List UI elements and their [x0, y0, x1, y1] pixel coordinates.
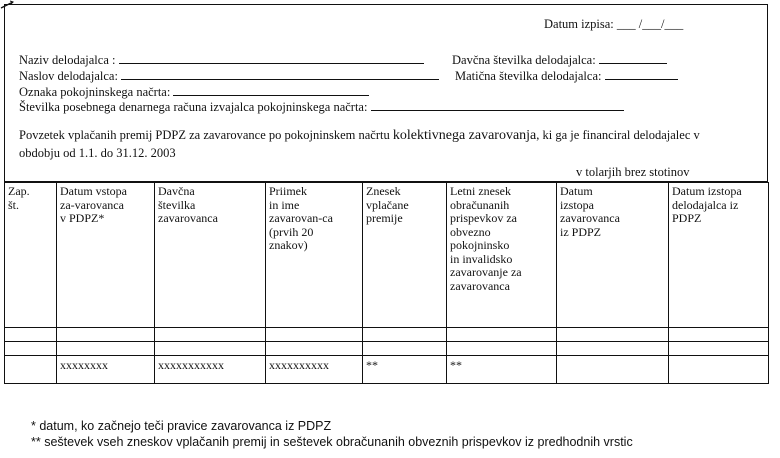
table-cell[interactable]: [557, 342, 669, 356]
field-stevilka-racuna: [19, 99, 624, 114]
footnote-1: * datum, ko začnejo teči pravice zavarovanca iz PDPZ: [31, 419, 332, 433]
column-header-priimek-ime: Priimek in ime zavarovan-ca (prvih 20 znakov): [266, 183, 363, 328]
column-header-datum-izstopa-delodajalca: Datum izstopa delodajalca iz PDPZ: [669, 183, 769, 328]
field-naziv-delodajalca: [19, 52, 424, 67]
field-line: [119, 52, 424, 64]
summary-text-c: , ki ga je financiral delodajalec v: [536, 128, 700, 142]
field-line: [173, 84, 369, 96]
table-cell[interactable]: [447, 342, 557, 356]
datum-izpisa-value: ___ /___/___: [616, 17, 684, 31]
sum-cell: [557, 356, 669, 384]
column-header-datum-vstopa: Datum vstopa za-varovanca v PDPZ*: [57, 183, 155, 328]
field-label: Naslov delodajalca:: [19, 69, 118, 83]
summary-line-2: obdobju od 1.1. do 31.12. 2003: [19, 146, 176, 160]
table-row-sum: [5, 356, 769, 384]
sum-cell-masked: xxxxxxxxxxx: [155, 356, 266, 384]
field-label: Naziv delodajalca :: [19, 53, 116, 67]
table-cell[interactable]: [57, 328, 155, 342]
table-cell[interactable]: [669, 328, 769, 342]
column-header-zap-st: Zap. št.: [5, 183, 57, 328]
table-cell[interactable]: [266, 342, 363, 356]
sum-cell-masked: xxxxxxxxxx: [266, 356, 363, 384]
summary-text-emphasis: kolektivnega zavarovanja: [392, 128, 537, 143]
field-label: Davčna številka delodajalca:: [452, 53, 596, 67]
table-row-blank: [5, 342, 769, 356]
table-cell[interactable]: [266, 328, 363, 342]
sum-cell-total-premije: **: [363, 356, 447, 384]
field-line: [121, 68, 439, 80]
premium-table: [4, 182, 769, 384]
field-maticna-stevilka-delodajalca: [455, 68, 678, 83]
sum-cell: [5, 356, 57, 384]
table-cell[interactable]: [155, 328, 266, 342]
field-oznaka-nacrta: [19, 84, 369, 99]
column-header-davcna-stevilka: Davčna številka zavarovanca: [155, 183, 266, 328]
column-header-letni-znesek: Letni znesek obračunanih prispevkov za obvezno pokojninsko in invalidsko zavarovanje za zavarovanca: [447, 183, 557, 328]
summary-line-1: [19, 128, 700, 143]
table-cell[interactable]: [557, 328, 669, 342]
field-line: [599, 52, 667, 64]
table-row-blank: [5, 328, 769, 342]
field-label: Matična številka delodajalca:: [455, 69, 602, 83]
field-line: [605, 68, 678, 80]
table-cell[interactable]: [57, 342, 155, 356]
table-cell[interactable]: [5, 328, 57, 342]
currency-note: v tolarjih brez stotinov: [576, 165, 690, 179]
field-line: [371, 99, 624, 111]
sum-cell-masked: xxxxxxxx: [57, 356, 155, 384]
field-label: Oznaka pokojninskega načrta:: [19, 85, 171, 99]
field-davcna-stevilka-delodajalca: [452, 52, 667, 67]
column-header-datum-izstopa-zavarovanca: Datum izstopa zavarovanca iz PDPZ: [557, 183, 669, 328]
sum-cell: [669, 356, 769, 384]
field-label: Številka posebnega denarnega računa izvajalca pokojninskega načrta:: [19, 100, 368, 114]
table-cell[interactable]: [447, 328, 557, 342]
datum-izpisa-label: Datum izpisa:: [544, 17, 614, 31]
sum-cell-total-prispevkov: **: [447, 356, 557, 384]
table-cell[interactable]: [5, 342, 57, 356]
table-cell[interactable]: [363, 342, 447, 356]
datum-izpisa: [544, 17, 683, 31]
table-header-row: [5, 183, 769, 328]
column-header-znesek-premije: Znesek vplačane premije: [363, 183, 447, 328]
footnotes: [31, 418, 633, 450]
table-cell[interactable]: [669, 342, 769, 356]
field-naslov-delodajalca: [19, 68, 439, 83]
table-cell[interactable]: [363, 328, 447, 342]
table-cell[interactable]: [155, 342, 266, 356]
summary-text-a: Povzetek vplačanih premij PDPZ za zavarovance po pokojninskem načrtu: [19, 128, 390, 142]
footnote-2: ** seštevek vseh zneskov vplačanih premij in seštevek obračunanih obveznih prispevkov iz predhodnih vrstic: [31, 435, 633, 449]
